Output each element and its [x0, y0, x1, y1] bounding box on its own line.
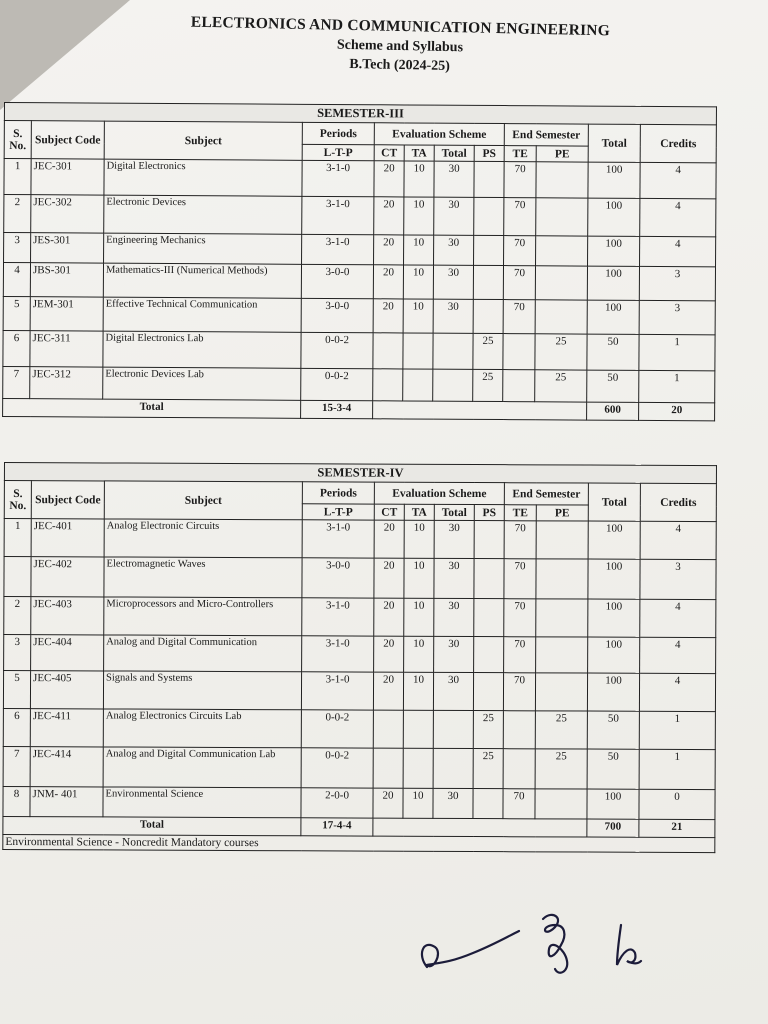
cell-total: 100 — [588, 637, 640, 673]
table-row — [3, 263, 715, 301]
cell-te: 70 — [504, 637, 536, 673]
col-sno: S. No. — [4, 121, 31, 159]
department-title: ELECTRONICS AND COMMUNICATION ENGINEERING — [190, 13, 611, 40]
cell-ct: 20 — [373, 788, 403, 818]
cell-subject: Mathematics-III (Numerical Methods) — [103, 263, 301, 298]
cell-subject: Analog and Digital Communication — [104, 635, 302, 672]
col-code: Subject Code — [31, 121, 104, 159]
total-ltp: 17-4-4 — [301, 818, 373, 836]
cell-eval-total: 30 — [434, 520, 474, 558]
cell-eval-total: 30 — [434, 197, 474, 235]
cell-pe — [536, 162, 588, 198]
col-ps: PS — [474, 145, 504, 161]
cell-ps: 25 — [473, 369, 503, 401]
cell-pe: 25 — [535, 334, 587, 370]
cell-ta: 10 — [403, 265, 433, 299]
cell-total: 50 — [587, 711, 639, 749]
cell-sno: 2 — [4, 597, 31, 635]
cell-total: 100 — [588, 162, 640, 198]
cell-ct: 20 — [373, 672, 403, 710]
cell-pe — [536, 198, 588, 236]
cell-eval-total: 30 — [434, 558, 474, 598]
cell-pe — [535, 300, 587, 334]
cell-ltp: 3-1-0 — [301, 672, 373, 710]
table-row — [4, 159, 716, 199]
cell-total: 100 — [588, 599, 640, 637]
cell-te — [503, 749, 535, 789]
cell-credits: 3 — [639, 266, 715, 300]
cell-ta: 10 — [404, 161, 434, 197]
cell-code: JEC-311 — [30, 331, 103, 367]
cell-ps — [474, 521, 504, 559]
cell-ct — [373, 748, 403, 788]
total-marks: 600 — [587, 402, 639, 420]
cell-ct: 20 — [374, 636, 404, 672]
cell-sno: 7 — [3, 366, 30, 398]
cell-pe — [536, 637, 588, 673]
cell-subject: Digital Electronics Lab — [103, 331, 301, 368]
col-pe: PE — [536, 505, 588, 521]
table-row — [3, 786, 715, 819]
cell-credits: 4 — [639, 673, 715, 711]
folded-corner — [0, 0, 130, 110]
cell-credits: 3 — [640, 559, 716, 599]
cell-code: JBS-301 — [30, 263, 103, 297]
cell-ta: 10 — [403, 672, 433, 710]
handwritten-signature — [415, 905, 655, 985]
document-subtitle: Scheme and Syllabus — [336, 37, 464, 56]
cell-code: JEC-404 — [31, 635, 104, 671]
cell-pe — [536, 521, 588, 559]
cell-ta: 10 — [404, 598, 434, 636]
cell-pe — [535, 673, 587, 711]
table-row — [4, 233, 716, 267]
cell-credits: 1 — [639, 334, 715, 370]
cell-ltp: 3-0-0 — [301, 264, 373, 298]
footnote: Environmental Science - Noncredit Mandatory courses — [3, 834, 715, 852]
cell-pe: 25 — [535, 370, 587, 402]
cell-eval-total: 30 — [433, 265, 473, 299]
cell-code: JEC-403 — [31, 597, 104, 635]
cell-ct: 20 — [374, 235, 404, 265]
cell-eval-total — [433, 369, 473, 401]
cell-sno: 5 — [3, 296, 30, 330]
table-row — [3, 366, 715, 402]
table-row — [4, 635, 716, 674]
cell-credits: 1 — [639, 711, 715, 749]
col-credits: Credits — [640, 483, 716, 521]
col-periods: Periods — [302, 122, 374, 144]
cell-subject: Electromagnetic Waves — [104, 557, 302, 598]
cell-eval-total: 30 — [434, 636, 474, 672]
cell-code: JEC-411 — [30, 709, 103, 747]
cell-ta: 10 — [404, 520, 434, 558]
cell-ps — [474, 599, 504, 637]
cell-sno: 6 — [3, 708, 30, 746]
document-header — [149, 13, 650, 79]
col-sno: S. No. — [4, 481, 31, 519]
cell-ltp: 0-0-2 — [301, 710, 373, 748]
col-ltp: L-T-P — [302, 144, 374, 160]
cell-total: 100 — [587, 300, 639, 334]
col-eval: Evaluation Scheme — [374, 123, 504, 146]
semester-title: SEMESTER-III — [4, 103, 716, 125]
cell-ct — [373, 333, 403, 369]
cell-ta: 10 — [404, 197, 434, 235]
cell-subject: Signals and Systems — [103, 671, 301, 710]
cell-code: JEC-405 — [30, 671, 103, 709]
cell-eval-total: 30 — [434, 598, 474, 636]
col-ta: TA — [404, 145, 434, 161]
cell-code: JES-301 — [31, 233, 104, 263]
cell-pe — [536, 599, 588, 637]
table-row — [3, 671, 715, 712]
col-code: Subject Code — [31, 481, 104, 519]
cell-subject: Analog and Digital Communication Lab — [103, 747, 301, 788]
col-end-sem: End Semester — [504, 124, 588, 147]
cell-ct — [373, 369, 403, 401]
total-ltp: 15-3-4 — [301, 400, 373, 418]
col-credits: Credits — [640, 124, 716, 162]
col-subject: Subject — [104, 121, 302, 160]
cell-total: 100 — [588, 198, 640, 236]
cell-subject: Analog Electronics Circuits Lab — [103, 709, 301, 748]
col-te: TE — [504, 505, 536, 521]
cell-ps — [474, 637, 504, 673]
cell-te: 70 — [503, 266, 535, 300]
cell-total: 100 — [587, 266, 639, 300]
cell-ta: 10 — [403, 788, 433, 818]
cell-ps — [474, 559, 504, 599]
cell-te: 70 — [503, 300, 535, 334]
cell-credits: 4 — [640, 236, 716, 266]
cell-subject: Digital Electronics — [104, 159, 302, 196]
cell-ct: 20 — [374, 598, 404, 636]
cell-code: JNM- 401 — [30, 787, 103, 817]
cell-ltp: 3-0-0 — [301, 298, 373, 332]
cell-ps — [474, 197, 504, 235]
cell-subject: Electronic Devices Lab — [103, 367, 301, 400]
cell-total: 100 — [587, 789, 639, 819]
cell-te: 70 — [504, 521, 536, 559]
cell-code: JEC-414 — [30, 747, 103, 787]
cell-ltp: 3-1-0 — [302, 520, 374, 558]
cell-code: JEC-301 — [31, 159, 104, 195]
cell-code: JEC-312 — [30, 367, 103, 399]
table-row — [4, 195, 716, 237]
cell-ltp: 2-0-0 — [301, 788, 373, 818]
col-total: Total — [588, 124, 640, 162]
cell-total: 100 — [588, 559, 640, 599]
cell-sno: 6 — [3, 330, 30, 366]
cell-te: 70 — [503, 673, 535, 711]
table-row — [3, 330, 715, 370]
cell-total: 50 — [587, 370, 639, 402]
col-total: Total — [588, 483, 640, 521]
cell-credits: 1 — [639, 749, 715, 789]
cell-total: 100 — [587, 673, 639, 711]
table-row — [3, 746, 715, 789]
table-row — [4, 557, 716, 600]
col-eval: Evaluation Scheme — [374, 482, 504, 505]
col-subject: Subject — [104, 481, 302, 520]
cell-code: JEC-401 — [31, 519, 104, 557]
col-pe: PE — [536, 146, 588, 162]
cell-ct: 20 — [374, 197, 404, 235]
col-ta: TA — [404, 504, 434, 520]
cell-subject: Microprocessors and Micro-Controllers — [104, 597, 302, 636]
cell-code: JEM-301 — [30, 297, 103, 331]
cell-eval-total — [433, 710, 473, 748]
cell-te — [503, 334, 535, 370]
table-row — [4, 597, 716, 638]
cell-total: 100 — [588, 521, 640, 559]
total-label: Total — [3, 816, 301, 835]
cell-ct: 20 — [373, 265, 403, 299]
cell-te: 70 — [504, 599, 536, 637]
cell-subject: Environmental Science — [103, 787, 301, 818]
col-eval-total: Total — [434, 504, 474, 520]
cell-te — [503, 711, 535, 749]
cell-eval-total: 30 — [434, 235, 474, 265]
cell-eval-total: 30 — [433, 672, 473, 710]
program-year: B.Tech (2024-25) — [349, 56, 451, 75]
cell-ltp: 3-1-0 — [302, 598, 374, 636]
cell-ct: 20 — [374, 520, 404, 558]
cell-sno: 1 — [4, 519, 31, 557]
cell-code: JEC-302 — [31, 195, 104, 233]
cell-te — [503, 370, 535, 402]
cell-ltp: 3-1-0 — [302, 636, 374, 672]
col-te: TE — [504, 146, 536, 162]
cell-ta — [403, 710, 433, 748]
cell-sno: 8 — [3, 786, 30, 816]
cell-total: 50 — [587, 749, 639, 789]
cell-eval-total — [433, 333, 473, 369]
cell-ct: 20 — [374, 161, 404, 197]
cell-ps: 25 — [473, 749, 503, 789]
total-credits: 21 — [639, 819, 715, 837]
cell-sno: 3 — [4, 635, 31, 671]
table-row — [3, 296, 715, 334]
cell-ps — [473, 299, 503, 333]
total-marks: 700 — [587, 819, 639, 837]
cell-ct — [373, 710, 403, 748]
cell-credits: 0 — [639, 789, 715, 819]
cell-sno — [4, 557, 31, 597]
cell-ta: 10 — [404, 636, 434, 672]
cell-te: 70 — [504, 198, 536, 236]
cell-te: 70 — [504, 162, 536, 198]
cell-eval-total: 30 — [433, 788, 473, 818]
cell-ltp: 0-0-2 — [301, 368, 373, 400]
col-ct: CT — [374, 145, 404, 161]
cell-sno: 3 — [4, 233, 31, 263]
cell-te: 70 — [503, 789, 535, 819]
cell-ps — [473, 265, 503, 299]
table-row — [3, 708, 715, 749]
cell-ta: 10 — [404, 235, 434, 265]
cell-te: 70 — [504, 236, 536, 266]
table-row — [4, 519, 716, 560]
cell-pe: 25 — [535, 711, 587, 749]
cell-ps — [474, 235, 504, 265]
cell-ps: 25 — [473, 333, 503, 369]
cell-credits: 4 — [640, 521, 716, 559]
cell-credits: 4 — [640, 198, 716, 236]
cell-ps — [474, 161, 504, 197]
cell-pe — [535, 266, 587, 300]
total-credits: 20 — [639, 402, 715, 420]
cell-credits: 4 — [640, 162, 716, 198]
col-end-sem: End Semester — [504, 483, 588, 505]
cell-pe — [535, 789, 587, 819]
cell-ta: 10 — [403, 299, 433, 333]
semester-title: SEMESTER-IV — [4, 463, 716, 484]
cell-code: JEC-402 — [31, 557, 104, 597]
cell-ct: 20 — [374, 558, 404, 598]
cell-sno: 2 — [4, 195, 31, 233]
cell-subject: Analog Electronic Circuits — [104, 519, 302, 558]
cell-sno: 4 — [3, 263, 30, 297]
cell-subject: Engineering Mechanics — [104, 233, 302, 264]
semester-4-table — [2, 462, 717, 853]
col-ltp: L-T-P — [302, 504, 374, 520]
cell-subject: Electronic Devices — [104, 195, 302, 234]
cell-sno: 7 — [3, 746, 30, 786]
cell-credits: 4 — [640, 637, 716, 673]
cell-pe: 25 — [535, 749, 587, 789]
cell-eval-total: 30 — [434, 161, 474, 197]
cell-subject: Effective Technical Communication — [103, 297, 301, 332]
cell-sno: 1 — [4, 159, 31, 195]
cell-total: 50 — [587, 334, 639, 370]
cell-ta — [403, 333, 433, 369]
cell-total: 100 — [588, 236, 640, 266]
cell-ltp: 0-0-2 — [301, 332, 373, 368]
cell-eval-total: 30 — [433, 299, 473, 333]
cell-ct: 20 — [373, 299, 403, 333]
cell-credits: 3 — [639, 300, 715, 334]
col-eval-total: Total — [434, 145, 474, 161]
total-label: Total — [3, 398, 301, 418]
cell-ps: 25 — [473, 711, 503, 749]
cell-ta — [403, 748, 433, 788]
semester-3-table — [2, 102, 717, 421]
cell-ltp: 3-1-0 — [302, 160, 374, 196]
cell-ta — [403, 369, 433, 401]
cell-credits: 1 — [639, 370, 715, 402]
cell-credits: 4 — [640, 599, 716, 637]
cell-eval-total — [433, 748, 473, 788]
cell-ltp: 0-0-2 — [301, 748, 373, 788]
col-ct: CT — [374, 504, 404, 520]
cell-te: 70 — [504, 559, 536, 599]
cell-pe — [536, 236, 588, 266]
cell-ltp: 3-0-0 — [302, 558, 374, 598]
cell-ps — [473, 789, 503, 819]
cell-ltp: 3-1-0 — [302, 196, 374, 234]
col-ps: PS — [474, 505, 504, 521]
cell-ltp: 3-1-0 — [302, 234, 374, 264]
cell-sno: 5 — [3, 671, 30, 709]
cell-pe — [536, 559, 588, 599]
cell-ta: 10 — [404, 558, 434, 598]
cell-ps — [473, 673, 503, 711]
col-periods: Periods — [302, 482, 374, 504]
